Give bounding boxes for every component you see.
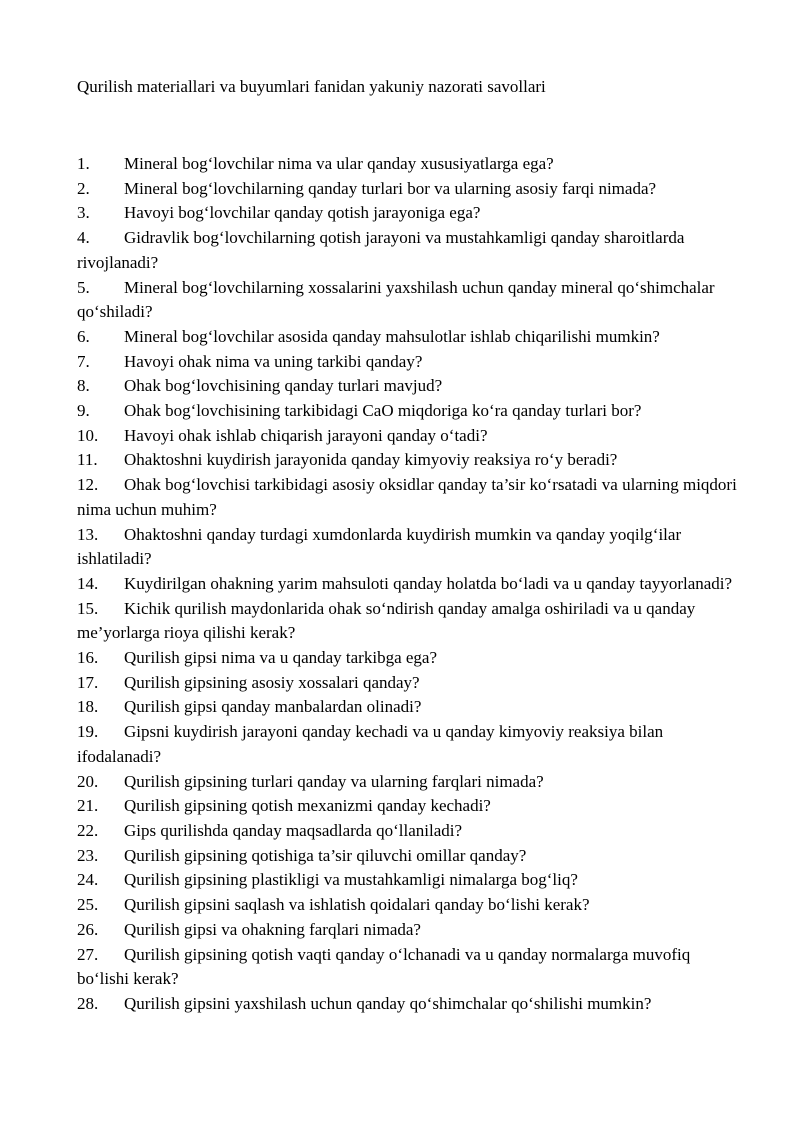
question-item (77, 943, 745, 992)
question-number: 10. (77, 425, 99, 445)
question-item (77, 695, 745, 720)
question-number: 23. (77, 845, 99, 865)
question-number: 6. (77, 326, 90, 346)
question-text: Havoyi ohak nima va uning tarkibi qanday? (124, 351, 423, 371)
question-item (77, 276, 745, 325)
question-item (77, 399, 745, 424)
question-number: 3. (77, 203, 90, 223)
question-item (77, 597, 745, 646)
question-number: 27. (77, 944, 99, 964)
question-text: Havoyi ohak ishlab chiqarish jarayoni qanday o‘tadi? (124, 425, 488, 445)
question-number: 14. (77, 573, 99, 593)
question-text: Qurilish gipsini saqlash va ishlatish qoidalari qanday bo‘lishi kerak? (124, 895, 590, 915)
question-text: Ohak bog‘lovchisi tarkibidagi asosiy oksidlar qanday ta’sir ko‘rsatadi va ularning miqdori nima uchun muhim? (77, 475, 737, 519)
question-item (77, 152, 745, 177)
question-text: Mineral bog‘lovchilar nima va ular qanday xususiyatlarga ega? (124, 154, 554, 173)
question-item (77, 671, 745, 696)
question-number: 16. (77, 648, 99, 668)
question-item (77, 424, 745, 449)
question-number: 19. (77, 722, 99, 742)
question-item (77, 794, 745, 819)
question-text: Mineral bog‘lovchilar asosida qanday mahsulotlar ishlab chiqarilishi mumkin? (124, 326, 660, 346)
question-number: 12. (77, 475, 99, 495)
question-item (77, 868, 745, 893)
question-text: Qurilish gipsi va ohakning farqlari nimada? (124, 919, 421, 939)
question-item (77, 350, 745, 375)
question-number: 21. (77, 796, 99, 816)
question-number: 25. (77, 895, 99, 915)
question-number: 20. (77, 771, 99, 791)
question-number: 15. (77, 598, 99, 618)
question-number: 5. (77, 277, 90, 297)
question-number: 18. (77, 697, 99, 717)
question-text: Qurilish gipsining qotish vaqti qanday o‘lchanadi va u qanday normalarga muvofiq bo‘lishi kerak? (77, 944, 691, 989)
question-number: 9. (77, 401, 90, 421)
question-text: Kuydirilgan ohakning yarim mahsuloti qanday holatda bo‘ladi va u qanday tayyorlanadi? (124, 573, 733, 593)
question-number: 2. (77, 178, 90, 198)
question-item (77, 473, 745, 522)
question-item (77, 374, 745, 399)
question-text: Qurilish gipsining asosiy xossalari qanday? (124, 672, 420, 692)
question-text: Ohaktoshni kuydirish jarayonida qanday kimyoviy reaksiya ro‘y beradi? (124, 450, 618, 470)
question-item (77, 572, 745, 597)
question-item (77, 646, 745, 671)
question-item (77, 918, 745, 943)
question-item (77, 819, 745, 844)
question-item (77, 844, 745, 869)
question-number: 13. (77, 524, 99, 544)
question-number: 4. (77, 228, 90, 248)
question-number: 28. (77, 993, 99, 1013)
question-item (77, 992, 745, 1017)
question-item (77, 448, 745, 473)
question-number: 17. (77, 672, 99, 692)
question-text: Qurilish gipsi qanday manbalardan olinadi? (124, 697, 422, 717)
question-text: Gidravlik bog‘lovchilarning qotish jarayoni va mustahkamligi qanday sharoitlarda rivojlanadi? (77, 228, 685, 272)
question-text: Qurilish gipsining qotish mexanizmi qanday kechadi? (124, 796, 491, 816)
question-item (77, 201, 745, 226)
question-text: Mineral bog‘lovchilarning qanday turlari bor va ularning asosiy farqi nimada? (124, 178, 657, 198)
question-text: Qurilish gipsining turlari qanday va ularning farqlari nimada? (124, 771, 544, 791)
question-item (77, 177, 745, 202)
question-text: Mineral bog‘lovchilarning xossalarini yaxshilash uchun qanday mineral qo‘shimchalar qo‘shiladi? (77, 277, 715, 322)
question-text: Ohak bog‘lovchisining qanday turlari mavjud? (124, 376, 443, 396)
question-text: Gipsni kuydirish jarayoni qanday kechadi va u qanday kimyoviy reaksiya bilan ifodalanadi? (77, 722, 664, 766)
question-item (77, 325, 745, 350)
question-text: Gips qurilishda qanday maqsadlarda qo‘llaniladi? (124, 820, 463, 840)
question-item (77, 226, 745, 275)
question-item (77, 893, 745, 918)
question-text: Kichik qurilish maydonlarida ohak so‘ndirish qanday amalga oshiriladi va u qanday me’yorlarga rioya qilishi kerak? (77, 598, 696, 643)
question-text: Qurilish gipsi nima va u qanday tarkibga ega? (124, 648, 437, 668)
question-text: Ohaktoshni qanday turdagi xumdonlarda kuydirish mumkin va qanday yoqilg‘ilar ishlatiladi? (77, 524, 682, 569)
question-number: 11. (77, 450, 98, 470)
question-text: Qurilish gipsining qotishiga ta’sir qiluvchi omillar qanday? (124, 845, 527, 865)
question-item (77, 523, 745, 572)
question-text: Qurilish gipsining plastikligi va mustahkamligi nimalarga bog‘liq? (124, 870, 578, 890)
question-text: Qurilish gipsini yaxshilash uchun qanday qo‘shimchalar qo‘shilishi mumkin? (124, 993, 652, 1013)
document-title: Qurilish materiallari va buyumlari fanidan yakuniy nazorati savollari (77, 77, 546, 96)
question-number: 22. (77, 820, 99, 840)
question-item (77, 720, 745, 769)
question-number: 1. (77, 154, 90, 173)
question-list (77, 152, 745, 1017)
question-text: Ohak bog‘lovchisining tarkibidagi CaO miqdoriga ko‘ra qanday turlari bor? (124, 401, 642, 421)
question-text: Havoyi bog‘lovchilar qanday qotish jarayoniga ega? (124, 203, 481, 223)
question-number: 7. (77, 351, 90, 371)
question-number: 26. (77, 919, 99, 939)
question-item (77, 770, 745, 795)
question-number: 8. (77, 376, 90, 396)
question-number: 24. (77, 870, 99, 890)
